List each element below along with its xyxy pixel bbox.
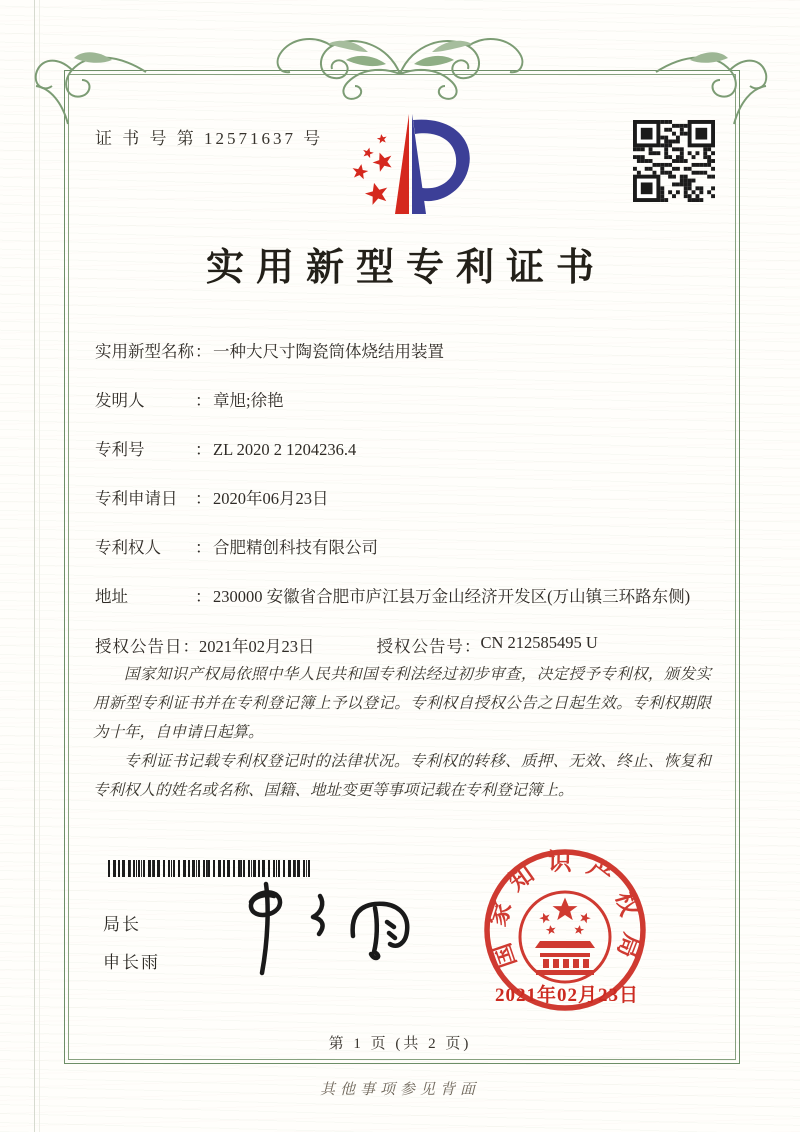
certificate-title: 实用新型专利证书 bbox=[205, 247, 606, 289]
field-label: 专利申请日 bbox=[95, 489, 178, 508]
corner-ornament-left-icon bbox=[28, 30, 150, 128]
field-value: 2020年06月23日 bbox=[213, 489, 329, 508]
grant-date-label: 授权公告日 bbox=[95, 637, 183, 656]
certificate-number: 证 书 号 第 12571637 号 bbox=[95, 129, 324, 148]
colon: ： bbox=[195, 587, 212, 606]
back-side-note: 其他事项参见背面 bbox=[319, 1082, 480, 1098]
corner-ornament-right-icon bbox=[652, 30, 774, 128]
cnipa-logo-icon bbox=[333, 108, 475, 226]
grant-no-value: CN 212585495 U bbox=[480, 633, 598, 652]
director-signature-icon bbox=[225, 878, 440, 978]
legal-text bbox=[93, 660, 711, 805]
field-value: 合肥精创科技有限公司 bbox=[213, 538, 378, 557]
center-ornament-icon bbox=[268, 26, 532, 110]
field-value: ZL 2020 2 1204236.4 bbox=[213, 440, 357, 459]
field-label: 专利号 bbox=[95, 440, 145, 459]
colon: ： bbox=[195, 489, 212, 508]
qr-code bbox=[633, 120, 715, 202]
grant-row bbox=[95, 633, 713, 657]
field-row-patent-no bbox=[95, 439, 713, 463]
page-number: 第 1 页 (共 2 页) bbox=[328, 1036, 472, 1052]
colon: ： bbox=[182, 637, 199, 656]
colon: ： bbox=[195, 342, 212, 361]
field-label: 地址 bbox=[95, 587, 128, 606]
field-row-filing-date bbox=[95, 488, 713, 512]
field-value: 章旭;徐艳 bbox=[213, 391, 284, 410]
grant-date-pair bbox=[95, 633, 315, 657]
field-list bbox=[95, 341, 713, 657]
grant-date-value: 2021年02月23日 bbox=[199, 637, 315, 656]
colon: ： bbox=[195, 440, 212, 459]
colon: ： bbox=[464, 637, 481, 656]
national-emblem-icon bbox=[520, 892, 610, 982]
colon: ： bbox=[195, 538, 212, 557]
field-row-address bbox=[95, 586, 713, 610]
field-row-patentee bbox=[95, 537, 713, 561]
field-label: 专利权人 bbox=[95, 538, 161, 557]
field-row-inventors bbox=[95, 390, 713, 414]
field-label: 发明人 bbox=[95, 391, 145, 410]
director-block bbox=[103, 906, 160, 982]
field-value: 一种大尺寸陶瓷筒体烧结用装置 bbox=[213, 342, 444, 361]
seal-date: 2021年02月23日 bbox=[494, 985, 639, 1006]
legal-paragraph-2: 专利证书记载专利权登记时的法律状况。专利权的转移、质押、无效、终止、恢复和专利权人的姓名或名称、国籍、地址变更等事项记载在专利登记簿上。 bbox=[93, 753, 711, 799]
director-title: 局长 bbox=[103, 915, 141, 934]
field-value: 230000 安徽省合肥市庐江县万金山经济开发区(万山镇三环路东侧) bbox=[213, 587, 691, 606]
seal-ring-text: 国家知识产权局 bbox=[485, 849, 646, 974]
colon: ： bbox=[195, 391, 212, 410]
grant-no-label: 授权公告号 bbox=[376, 637, 464, 656]
director-name: 申长雨 bbox=[103, 953, 160, 972]
field-row-name bbox=[95, 341, 713, 365]
scan-edge-line bbox=[34, 0, 40, 1132]
grant-no-pair bbox=[377, 633, 598, 657]
barcode bbox=[108, 860, 311, 877]
field-label: 实用新型名称 bbox=[95, 342, 194, 361]
legal-paragraph-1: 国家知识产权局依照中华人民共和国专利法经过初步审查，决定授予专利权，颁发实用新型专利证书并在专利登记簿上予以登记。专利权自授权公告之日起生效。专利权期限为十年，自申请日起算。 bbox=[93, 666, 711, 741]
